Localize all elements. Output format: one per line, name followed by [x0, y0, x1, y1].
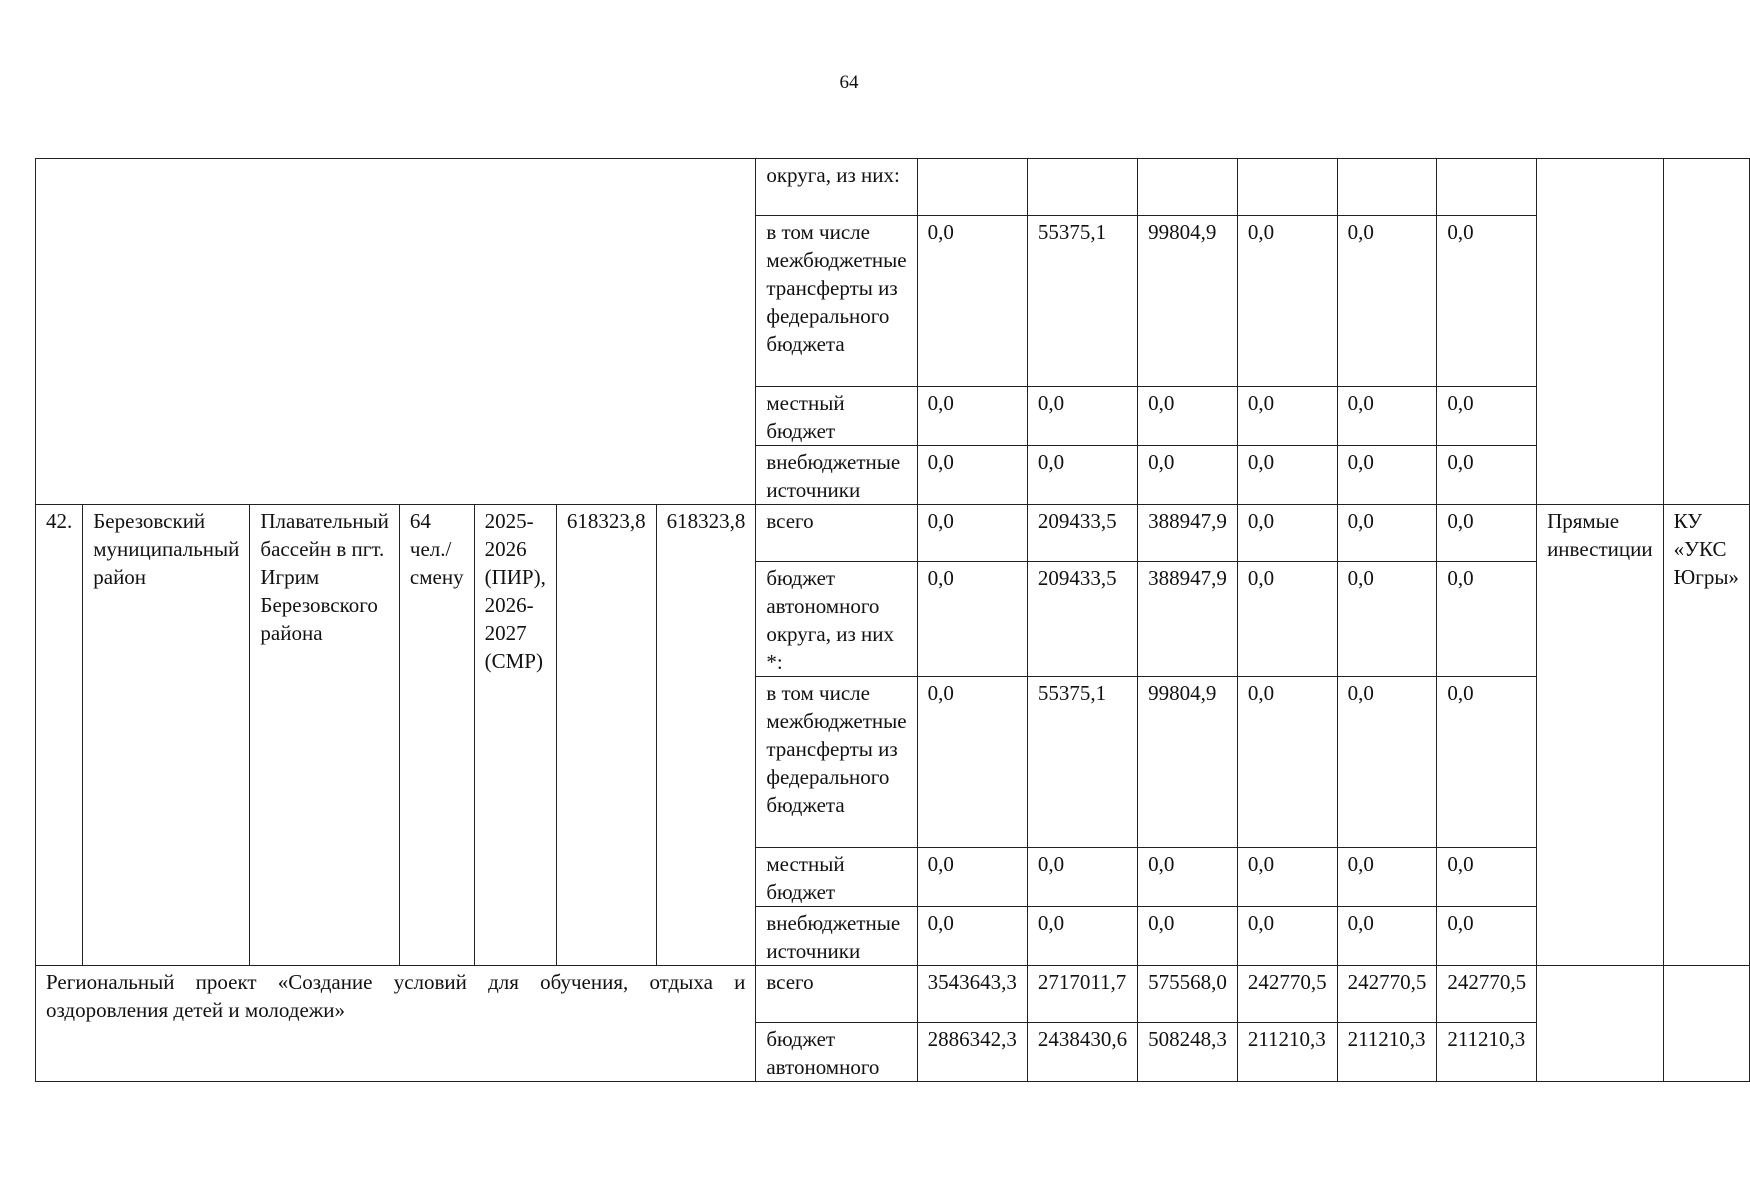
- row-label: местный бюджет: [756, 848, 917, 907]
- value-cell: 0,0: [1437, 848, 1537, 907]
- value-cell: 0,0: [1237, 562, 1337, 677]
- investment-form-cell: Прямые инвестиции: [1537, 505, 1664, 966]
- period-cell: 2025-2026 (ПИР), 2026-2027 (СМР): [474, 505, 556, 966]
- value-cell: 388947,9: [1138, 562, 1238, 677]
- value-cell: 0,0: [1138, 446, 1238, 505]
- value-cell: [917, 159, 1027, 216]
- value-cell: 0,0: [917, 677, 1027, 848]
- capacity-cell: 64 чел./смену: [399, 505, 474, 966]
- value-cell: 508248,3: [1138, 1023, 1238, 1082]
- value-cell: 55375,1: [1027, 677, 1137, 848]
- row-label: местный бюджет: [756, 387, 917, 446]
- value-cell: 2886342,3: [917, 1023, 1027, 1082]
- row-label: всего: [756, 505, 917, 562]
- value-cell: 209433,5: [1027, 562, 1137, 677]
- value-cell: 0,0: [917, 907, 1027, 966]
- row-label: бюджет автономного: [756, 1023, 917, 1082]
- customer-blank-cell: [1663, 966, 1749, 1082]
- value-cell: 575568,0: [1138, 966, 1238, 1023]
- value-cell: [1237, 159, 1337, 216]
- table-row: [36, 159, 1750, 216]
- value-cell: 0,0: [1237, 677, 1337, 848]
- value-cell: 0,0: [917, 848, 1027, 907]
- value-cell: [1437, 159, 1537, 216]
- row-number: 42.: [36, 505, 83, 966]
- value-cell: 211210,3: [1237, 1023, 1337, 1082]
- value-cell: 99804,9: [1138, 677, 1238, 848]
- value-cell: 209433,5: [1027, 505, 1137, 562]
- value-cell: 3543643,3: [917, 966, 1027, 1023]
- value-cell: [1337, 159, 1437, 216]
- value-cell: 0,0: [1237, 387, 1337, 446]
- value-cell: 0,0: [1337, 677, 1437, 848]
- table-row: [36, 966, 1750, 1023]
- value-cell: 0,0: [1437, 216, 1537, 387]
- value-cell: 0,0: [1337, 907, 1437, 966]
- value-cell: 0,0: [1237, 848, 1337, 907]
- regional-project-title: Региональный проект «Создание условий для обучения, отдыха и оздоровления детей и молодежи»: [36, 966, 756, 1082]
- row-label: внебюджетные источники: [756, 907, 917, 966]
- value-cell: 242770,5: [1337, 966, 1437, 1023]
- value-cell: 55375,1: [1027, 216, 1137, 387]
- value-cell: 0,0: [1437, 387, 1537, 446]
- value-cell: 0,0: [917, 216, 1027, 387]
- row-label: всего: [756, 966, 917, 1023]
- value-cell: 0,0: [1027, 907, 1137, 966]
- table-row: [36, 505, 1750, 562]
- value-cell: 99804,9: [1138, 216, 1238, 387]
- value-cell: 0,0: [917, 562, 1027, 677]
- value-cell: 0,0: [1337, 446, 1437, 505]
- value-cell: 0,0: [1027, 387, 1137, 446]
- value-cell: 0,0: [1237, 216, 1337, 387]
- value-cell: 0,0: [1337, 505, 1437, 562]
- value-cell: 211210,3: [1337, 1023, 1437, 1082]
- value-cell: 0,0: [1337, 562, 1437, 677]
- value-cell: 0,0: [1437, 505, 1537, 562]
- value-cell: 0,0: [1437, 446, 1537, 505]
- customer-cell: КУ «УКС Югры»: [1663, 505, 1749, 966]
- municipality-cell: Березовский муниципальный район: [83, 505, 250, 966]
- continuation-blank-cell: [36, 159, 756, 505]
- object-name-cell: Плавательный бассейн в пгт. Игрим Березовского района: [250, 505, 400, 966]
- investment-form-blank-cell: [1537, 159, 1664, 505]
- value-cell: 0,0: [1237, 446, 1337, 505]
- row-label: округа, из них:: [756, 159, 917, 216]
- page-number: 64: [839, 72, 859, 93]
- value-cell: 0,0: [1237, 907, 1337, 966]
- investment-table: [35, 158, 1750, 1082]
- estimated-cost-cell: 618323,8: [556, 505, 656, 966]
- value-cell: 2438430,6: [1027, 1023, 1137, 1082]
- value-cell: 0,0: [1138, 848, 1238, 907]
- value-cell: 0,0: [1337, 387, 1437, 446]
- value-cell: 0,0: [1138, 387, 1238, 446]
- value-cell: 0,0: [1437, 562, 1537, 677]
- investment-form-blank-cell: [1537, 966, 1664, 1082]
- value-cell: 0,0: [917, 505, 1027, 562]
- value-cell: 0,0: [1337, 848, 1437, 907]
- value-cell: 0,0: [1138, 907, 1238, 966]
- value-cell: 388947,9: [1138, 505, 1238, 562]
- value-cell: [1138, 159, 1238, 216]
- value-cell: 242770,5: [1237, 966, 1337, 1023]
- value-cell: 0,0: [1437, 677, 1537, 848]
- value-cell: 0,0: [917, 446, 1027, 505]
- remaining-cost-cell: 618323,8: [656, 505, 756, 966]
- value-cell: 2717011,7: [1027, 966, 1137, 1023]
- customer-blank-cell: [1663, 159, 1749, 505]
- row-label: в том числе межбюджетные трансферты из федерального бюджета: [756, 216, 917, 387]
- value-cell: 0,0: [1027, 446, 1137, 505]
- value-cell: 0,0: [1437, 907, 1537, 966]
- row-label: внебюджетные источники: [756, 446, 917, 505]
- value-cell: 0,0: [917, 387, 1027, 446]
- value-cell: 0,0: [1337, 216, 1437, 387]
- value-cell: 0,0: [1237, 505, 1337, 562]
- value-cell: 242770,5: [1437, 966, 1537, 1023]
- value-cell: [1027, 159, 1137, 216]
- row-label: в том числе межбюджетные трансферты из федерального бюджета: [756, 677, 917, 848]
- row-label: бюджет автономного округа, из них *:: [756, 562, 917, 677]
- value-cell: 211210,3: [1437, 1023, 1537, 1082]
- value-cell: 0,0: [1027, 848, 1137, 907]
